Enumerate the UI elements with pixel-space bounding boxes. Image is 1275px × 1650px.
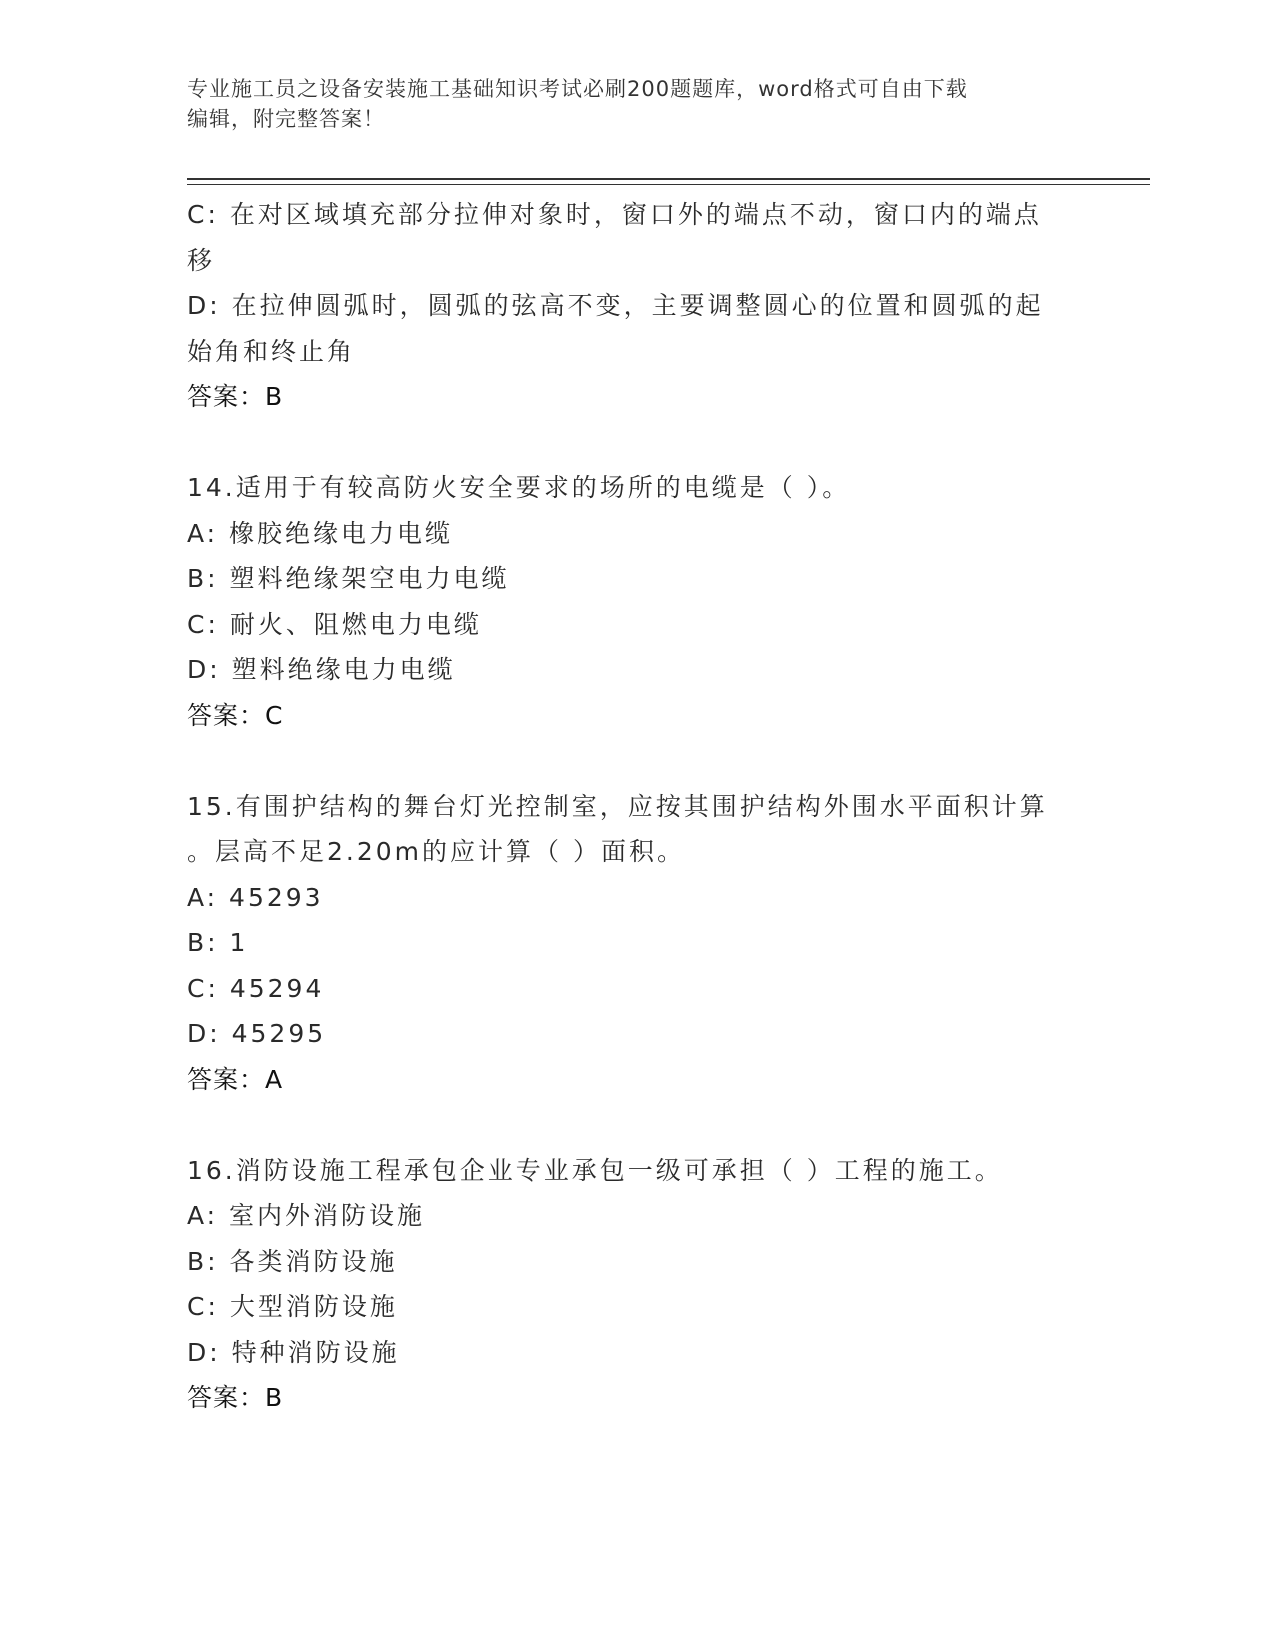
spacer xyxy=(187,738,1087,784)
option-c: C: 耐火、阻燃电力电缆 xyxy=(187,609,482,639)
question-list xyxy=(187,192,1087,1421)
option-b: B: 各类消防设施 xyxy=(187,1246,398,1276)
header-title-line2: 编辑，附完整答案！ xyxy=(187,107,385,131)
question-16-block xyxy=(187,1148,1087,1421)
question-text-line2: 。层高不足2.20m的应计算（ ）面积。 xyxy=(187,837,685,866)
option-d: D: 45295 xyxy=(187,1019,327,1048)
answer-label: 答案：C xyxy=(187,700,284,730)
answer-label: 答案：B xyxy=(187,1383,284,1412)
option-c: C: 大型消防设施 xyxy=(187,1292,398,1321)
option-c-line1: C: 在对区域填充部分拉伸对象时，窗口外的端点不动，窗口内的端点 xyxy=(187,200,1042,229)
option-d-line1: D: 在拉伸圆弧时，圆弧的弦高不变，主要调整圆心的位置和圆弧的起 xyxy=(187,291,1044,320)
question-text: 14.适用于有较高防火安全要求的场所的电缆是（ ）。 xyxy=(187,473,851,502)
spacer xyxy=(187,1102,1087,1148)
option-a: A: 45293 xyxy=(187,882,324,912)
option-d: D: 塑料绝缘电力电缆 xyxy=(187,655,456,684)
question-text: 16.消防设施工程承包企业专业承包一级可承担（ ）工程的施工。 xyxy=(187,1155,1003,1185)
option-a: A: 室内外消防设施 xyxy=(187,1201,426,1230)
option-d-line2: 始角和终止角 xyxy=(187,336,356,366)
question-14-block xyxy=(187,465,1087,738)
question-text-line1: 15.有围护结构的舞台灯光控制室，应按其围护结构外围水平面积计算 xyxy=(187,791,1048,821)
option-a: A: 橡胶绝缘电力电缆 xyxy=(187,518,454,548)
header-rule-thick xyxy=(187,178,1150,180)
option-c-line2: 移 xyxy=(187,245,216,275)
header-rule-thin xyxy=(187,184,1150,185)
header-title-line1: 专业施工员之设备安装施工基础知识考试必刷200题题库，word格式可自由下载 xyxy=(187,77,968,101)
answer-label: 答案：B xyxy=(187,382,284,411)
option-d: D: 特种消防设施 xyxy=(187,1337,400,1367)
spacer xyxy=(187,420,1087,466)
option-b: B: 塑料绝缘架空电力电缆 xyxy=(187,564,510,593)
option-b: B: 1 xyxy=(187,928,249,957)
document-header xyxy=(187,74,1067,134)
answer-label: 答案：A xyxy=(187,1064,284,1094)
question-13-block xyxy=(187,192,1087,420)
question-15-block xyxy=(187,784,1087,1103)
option-c: C: 45294 xyxy=(187,973,325,1003)
